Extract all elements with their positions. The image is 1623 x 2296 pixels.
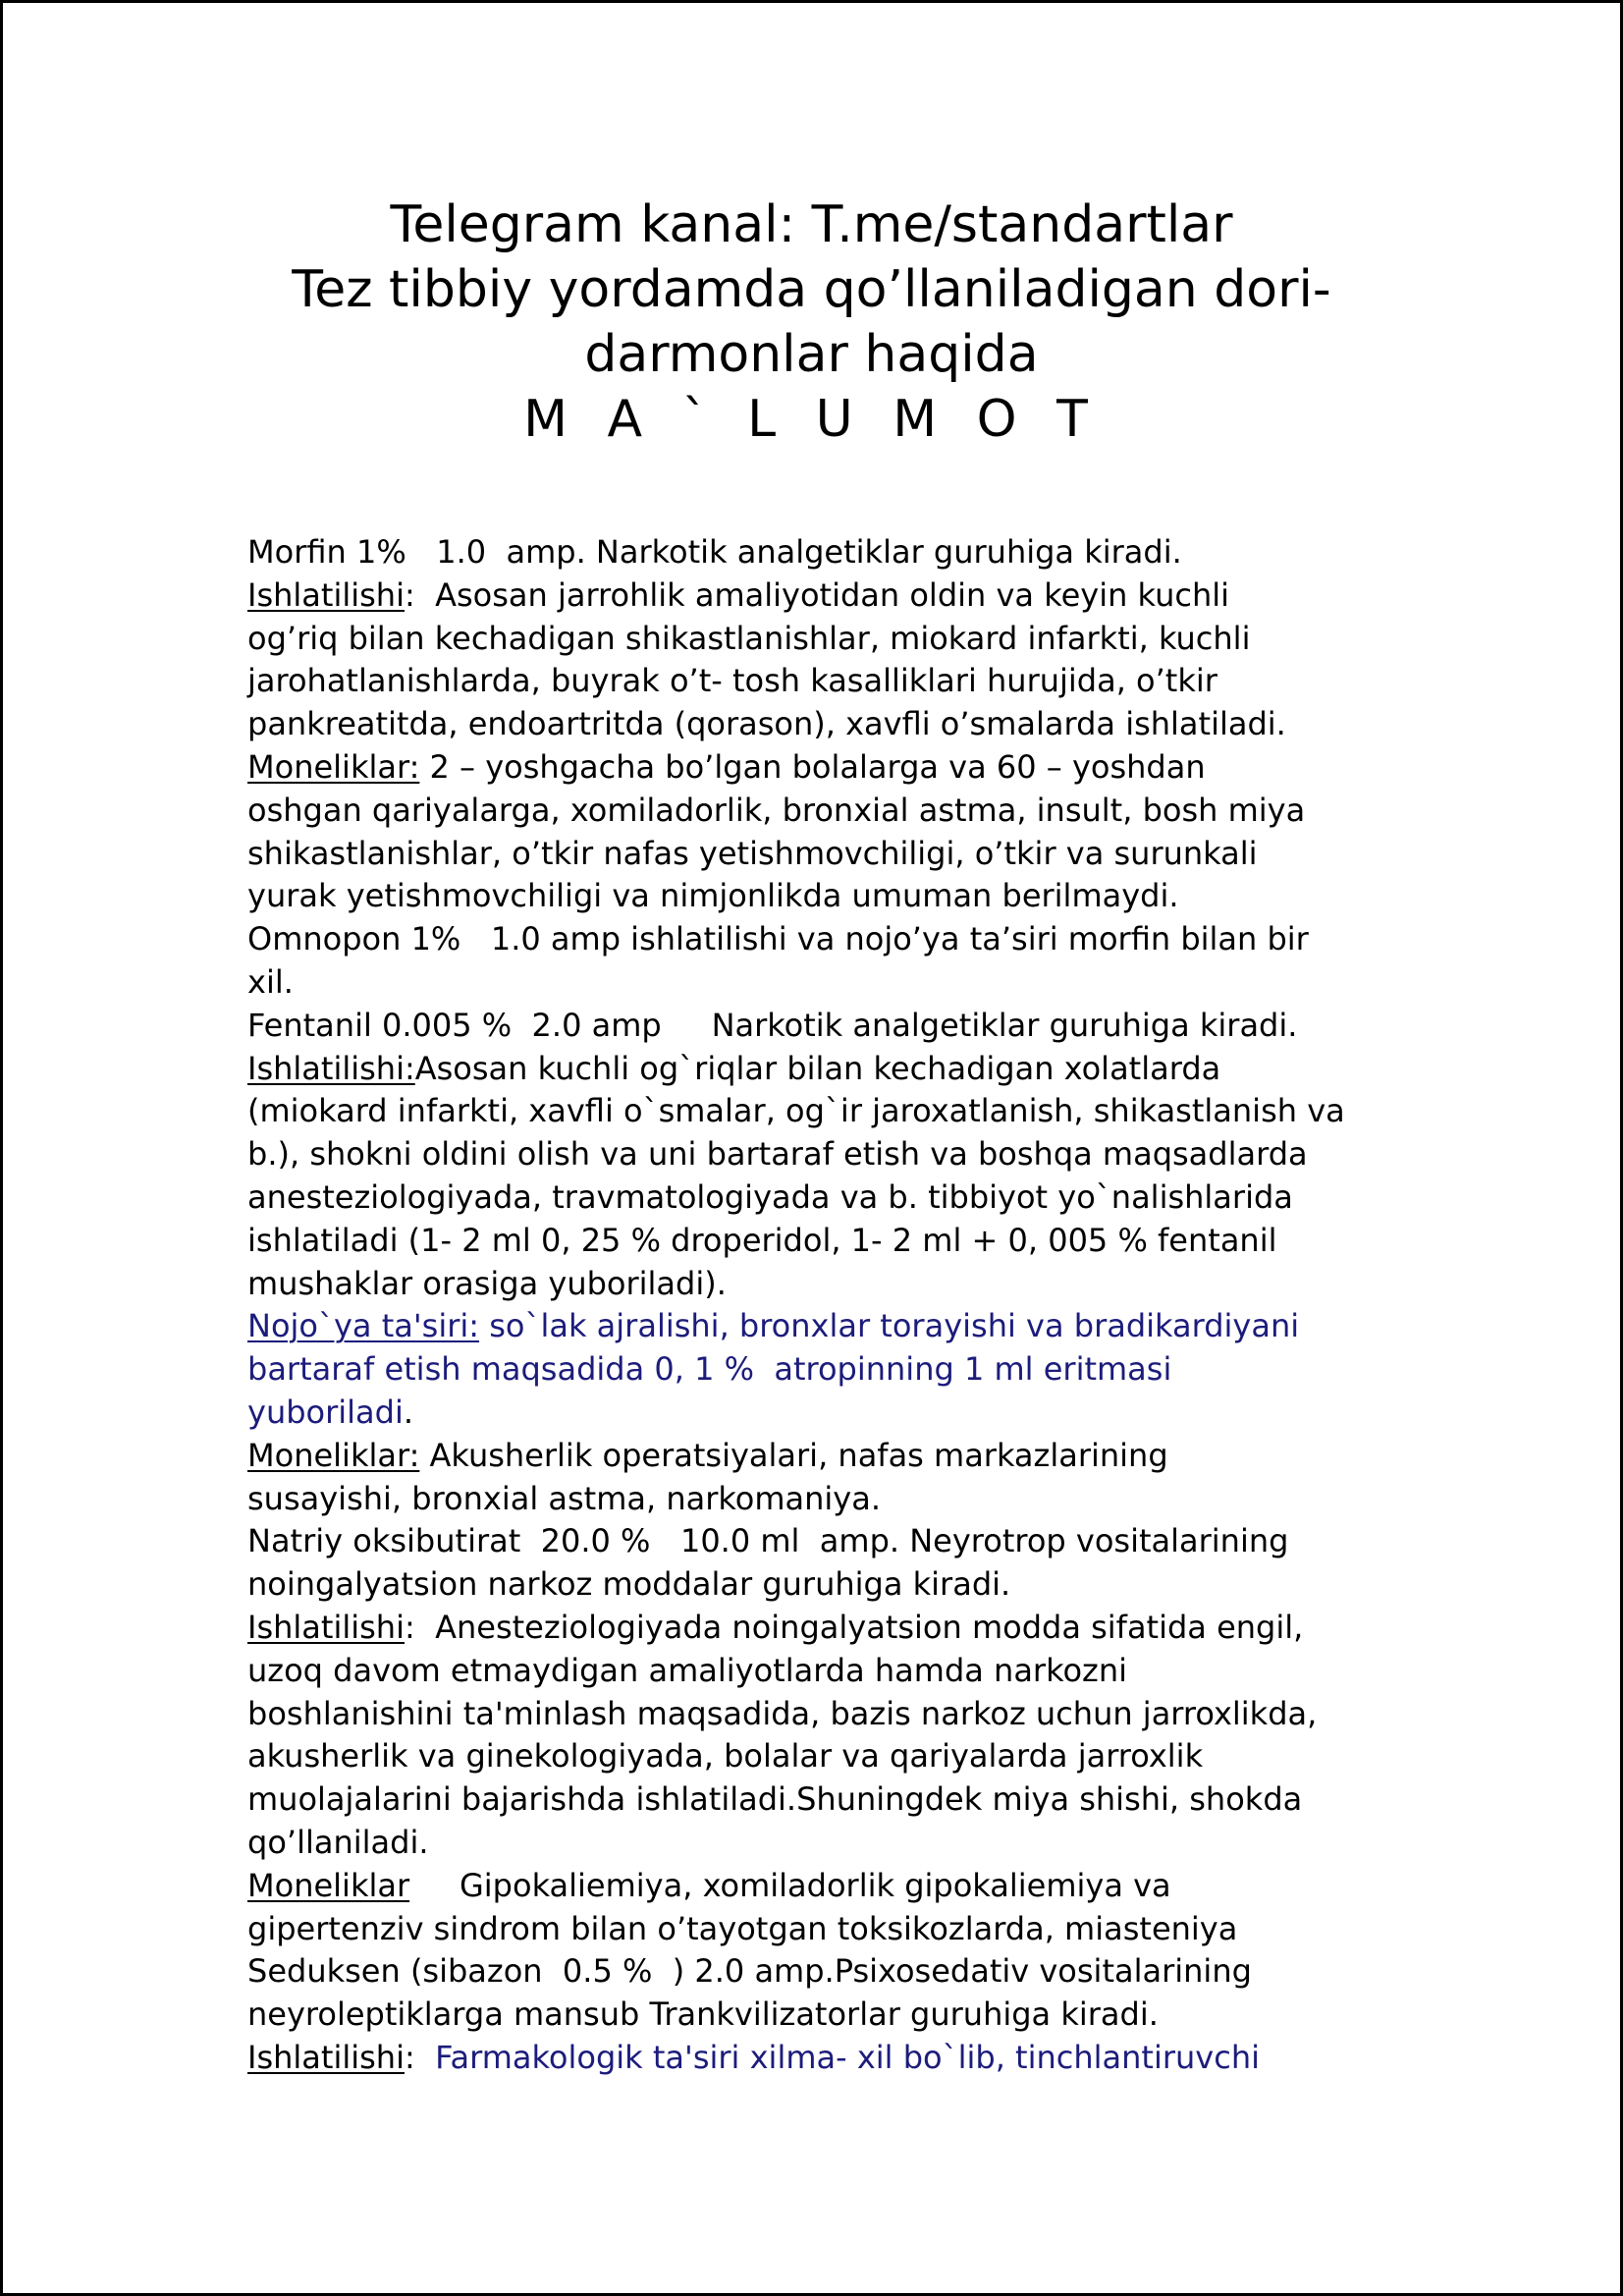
text-line bbox=[247, 1735, 1386, 1778]
text-line bbox=[247, 833, 1386, 876]
body-text bbox=[247, 531, 1386, 2080]
text-segment: 2 – yoshgacha bo’lgan bolalarga va 60 – yoshdan bbox=[419, 747, 1206, 786]
text-segment: uzoq davom etmaydigan amaliyotlarda hamda narkozni bbox=[247, 1651, 1128, 1689]
text-segment: Natriy oksibutirat 20.0 % 10.0 ml amp. Neyrotrop vositalarining bbox=[247, 1522, 1289, 1560]
text-line bbox=[247, 1693, 1386, 1736]
section-label: Moneliklar bbox=[247, 1866, 410, 1904]
text-line bbox=[247, 1090, 1386, 1133]
section-label: Moneliklar: bbox=[247, 1436, 420, 1474]
text-segment: (miokard infarkti, xavfli o`smalar, og`ir jaroxatlanish, shikastlanish va bbox=[247, 1092, 1345, 1130]
text-line bbox=[247, 1994, 1386, 2037]
title-line-malumot: M A ` L U M O T bbox=[523, 390, 1100, 449]
title-line-heading-1: Tez tibbiy yordamda qo’llaniladigan dori- bbox=[292, 260, 1331, 319]
text-segment: : Anesteziologiyada noingalyatsion modda sifatida engil, bbox=[404, 1608, 1304, 1646]
text-segment: Omnopon 1% 1.0 amp ishlatilishi va nojo’ya ta’siri morfin bilan bir bbox=[247, 920, 1309, 958]
title-line-telegram: Telegram kanal: T.me/standartlar bbox=[390, 195, 1233, 254]
text-segment: yurak yetishmovchiligi va nimjonlikda umuman berilmaydi. bbox=[247, 877, 1179, 915]
text-line bbox=[247, 875, 1386, 918]
text-segment: og’riq bilan kechadigan shikastlanishlar, miokard infarkti, kuchli bbox=[247, 619, 1251, 657]
text-line bbox=[247, 2037, 1386, 2080]
text-segment: qo’llaniladi. bbox=[247, 1823, 429, 1861]
section-label: Ishlatilishi bbox=[247, 575, 405, 614]
section-label: Ishlatilishi bbox=[247, 1608, 405, 1646]
text-line bbox=[247, 1348, 1386, 1392]
text-line bbox=[247, 1263, 1386, 1306]
text-line bbox=[247, 1392, 1386, 1435]
text-line bbox=[247, 531, 1386, 574]
document-title bbox=[3, 192, 1620, 452]
text-segment: gipertenziv sindrom bilan o’tayotgan toksikozlarda, miasteniya bbox=[247, 1909, 1238, 1947]
section-label: Ishlatilishi: bbox=[247, 1049, 415, 1087]
text-line bbox=[247, 1048, 1386, 1091]
text-segment: susayishi, bronxial astma, narkomaniya. bbox=[247, 1479, 882, 1517]
text-segment: yuboriladi bbox=[247, 1393, 404, 1431]
text-line bbox=[247, 1607, 1386, 1650]
text-line bbox=[247, 1908, 1386, 1951]
text-segment: so`lak ajralishi, bronxlar torayishi va bradikardiyani bbox=[479, 1307, 1300, 1345]
section-label: Moneliklar: bbox=[247, 747, 420, 786]
text-line bbox=[247, 790, 1386, 833]
text-line bbox=[247, 1005, 1386, 1048]
text-line bbox=[247, 1822, 1386, 1865]
text-line bbox=[247, 1650, 1386, 1693]
section-label: Ishlatilishi bbox=[247, 2038, 405, 2076]
text-segment: xil. bbox=[247, 962, 294, 1001]
text-segment: Seduksen (sibazon 0.5 % ) 2.0 amp.Psixosedativ vositalarining bbox=[247, 1952, 1252, 1991]
text-line bbox=[247, 1778, 1386, 1822]
text-segment: oshgan qariyalarga, xomiladorlik, bronxial astma, insult, bosh miya bbox=[247, 791, 1306, 829]
text-line bbox=[247, 746, 1386, 790]
text-line bbox=[247, 1865, 1386, 1908]
text-segment: : Asosan jarrohlik amaliyotidan oldin va keyin kuchli bbox=[404, 575, 1230, 614]
text-line bbox=[247, 1176, 1386, 1220]
text-segment: Asosan kuchli og`riqlar bilan kechadigan xolatlarda bbox=[414, 1049, 1221, 1087]
text-segment: bartaraf etish maqsadida 0, 1 % atropinning 1 ml eritmasi bbox=[247, 1350, 1172, 1389]
text-segment: Akusherlik operatsiyalari, nafas markazlarining bbox=[419, 1436, 1168, 1474]
title-line-heading-2: darmonlar haqida bbox=[584, 325, 1039, 384]
text-line bbox=[247, 618, 1386, 661]
text-segment: muolajalarini bajarishda ishlatiladi.Shuningdek miya shishi, shokda bbox=[247, 1780, 1303, 1819]
text-segment: noingalyatsion narkoz moddalar guruhiga kiradi. bbox=[247, 1565, 1011, 1604]
text-line bbox=[247, 1950, 1386, 1994]
text-line bbox=[247, 574, 1386, 618]
text-line bbox=[247, 1520, 1386, 1563]
text-segment: akusherlik va ginekologiyada, bolalar va qariyalarda jarroxlik bbox=[247, 1737, 1204, 1776]
text-segment: b.), shokni oldini olish va uni bartaraf etish va boshqa maqsadlarda bbox=[247, 1135, 1308, 1174]
text-segment: mushaklar orasiga yuboriladi). bbox=[247, 1264, 727, 1302]
text-line bbox=[247, 1220, 1386, 1263]
text-line bbox=[247, 1133, 1386, 1176]
text-line bbox=[247, 660, 1386, 703]
text-segment: Gipokaliemiya, xomiladorlik gipokaliemiya va bbox=[409, 1866, 1171, 1904]
text-segment: . bbox=[403, 1393, 414, 1431]
text-line bbox=[247, 1435, 1386, 1478]
text-segment: ishlatiladi (1- 2 ml 0, 25 % droperidol, 1- 2 ml + 0, 005 % fentanil bbox=[247, 1221, 1277, 1259]
text-segment: anesteziologiyada, travmatologiyada va b. tibbiyot yo`nalishlarida bbox=[247, 1177, 1293, 1216]
text-line bbox=[247, 703, 1386, 746]
text-segment: Fentanil 0.005 % 2.0 amp Narkotik analgetiklar guruhiga kiradi. bbox=[247, 1006, 1298, 1044]
text-line bbox=[247, 961, 1386, 1005]
text-segment: Farmakologik ta'siri xilma- xil bo`lib, tinchlantiruvchi bbox=[435, 2038, 1260, 2076]
section-label: Nojo`ya ta'siri: bbox=[247, 1307, 480, 1345]
text-segment: Morfin 1% 1.0 amp. Narkotik analgetiklar guruhiga kiradi. bbox=[247, 533, 1182, 571]
text-line bbox=[247, 1478, 1386, 1521]
text-segment: pankreatitda, endoartritda (qorason), xavfli o’smalarda ishlatiladi. bbox=[247, 705, 1286, 743]
text-line bbox=[247, 1305, 1386, 1348]
text-segment: neyroleptiklarga mansub Trankvilizatorlar guruhiga kiradi. bbox=[247, 1995, 1159, 2034]
text-segment: boshlanishini ta'minlash maqsadida, bazis narkoz uchun jarroxlikda, bbox=[247, 1694, 1318, 1732]
text-segment: shikastlanishlar, o’tkir nafas yetishmovchiligi, o’tkir va surunkali bbox=[247, 834, 1258, 872]
text-segment: : bbox=[404, 2038, 436, 2076]
text-line bbox=[247, 918, 1386, 961]
text-segment: jarohatlanishlarda, buyrak o’t- tosh kasalliklari hurujida, o’tkir bbox=[247, 662, 1217, 700]
text-line bbox=[247, 1563, 1386, 1607]
